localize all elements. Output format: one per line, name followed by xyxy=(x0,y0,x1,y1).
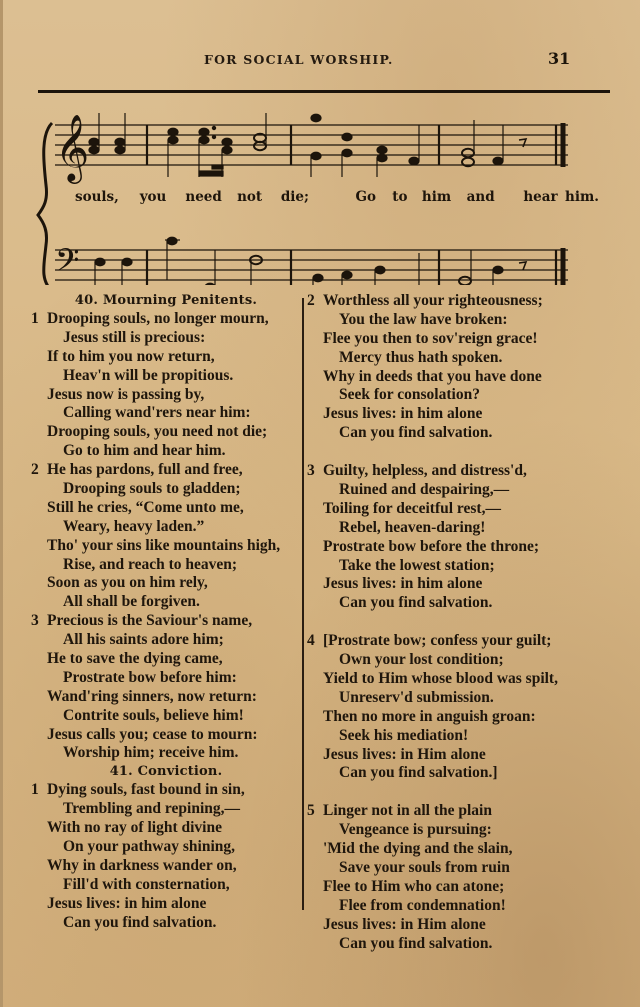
hymn-40-verse-1 xyxy=(31,310,301,461)
verse-line: Worthless all your righteousness; xyxy=(323,292,543,309)
verse-line: He to save the dying came, xyxy=(47,650,223,668)
bass-notes xyxy=(95,237,526,285)
hymn-40-verse-3 xyxy=(31,612,301,763)
verse-line: Flee you then to sov'reign grace! xyxy=(323,329,538,347)
verse-line: Jesus lives: in Him alone xyxy=(323,915,486,933)
verse-line: Jesus lives: in him alone xyxy=(323,575,483,593)
verse-line: Jesus still is precious: xyxy=(63,328,206,346)
verse-spacer xyxy=(307,783,607,802)
verse-number: 1 xyxy=(31,310,39,327)
verse-line: Can you find salvation. xyxy=(63,913,217,931)
verse-line: Unreserv'd submission. xyxy=(339,688,494,706)
verse-number: 2 xyxy=(307,292,315,309)
verse-line: Can you find salvation. xyxy=(339,934,493,952)
verse-line: Can you find salvation.] xyxy=(339,764,498,782)
verse-line: Guilty, helpless, and distress'd, xyxy=(323,462,527,480)
lyric-syllable: Go xyxy=(355,189,377,205)
verse-line: Prostrate bow before the throne; xyxy=(323,537,540,555)
verse-line: Can you find salvation. xyxy=(339,594,493,612)
lyric-syllable: souls, xyxy=(75,189,119,205)
verse-line: Dying souls, fast bound in sin, xyxy=(47,781,245,799)
bass-clef-icon: 𝄢 xyxy=(55,242,80,285)
left-column xyxy=(31,292,301,933)
verse-line: Soon as you on him rely, xyxy=(47,574,208,592)
verse-line: Own your lost condition; xyxy=(339,651,504,669)
verse-line: With no ray of light divine xyxy=(47,819,222,837)
verse-line: Take the lowest station; xyxy=(339,556,495,574)
verse-number: 3 xyxy=(307,462,315,480)
hymn-41-verse-5 xyxy=(307,802,607,953)
right-column xyxy=(307,292,607,954)
verse-line: Worship him; receive him. xyxy=(63,744,239,762)
hymn-title: 41. Conviction. xyxy=(109,764,223,780)
verse-line: Calling wand'rers near him: xyxy=(63,404,251,422)
verse-line: Heav'n will be propitious. xyxy=(63,366,234,384)
verse-line: [Prostrate bow; confess your guilt; xyxy=(323,632,552,650)
verse-line: Linger not in all the plain xyxy=(323,802,492,820)
verse-line: If to him you now return, xyxy=(47,347,215,365)
verse-line: Jesus now is passing by, xyxy=(47,385,205,403)
verse-line: Jesus lives: in him alone xyxy=(323,405,483,423)
hymn-41-verse-1 xyxy=(31,781,301,932)
lyric-syllable: and xyxy=(466,189,495,205)
verse-line: Jesus calls you; cease to mourn: xyxy=(47,725,258,743)
verse-number: 3 xyxy=(31,612,39,630)
hymn-title: 40. Mourning Penitents. xyxy=(74,293,258,308)
verse-line: Contrite souls, believe him! xyxy=(63,706,244,724)
verse-line: Prostrate bow before him: xyxy=(63,668,237,686)
header-rule xyxy=(38,90,610,93)
running-head: FOR SOCIAL WORSHIP. xyxy=(204,52,394,67)
verse-line: Toiling for deceitful rest,— xyxy=(323,499,501,517)
verse-line: Seek his mediation! xyxy=(339,726,469,744)
verse-line: Flee from condemnation! xyxy=(339,896,506,914)
verse-line: Why in deeds that you have done xyxy=(323,367,542,385)
lyric-syllable: him xyxy=(421,189,452,205)
verse-line: Tho' your sins like mountains high, xyxy=(47,536,281,554)
verse-line: You the law have broken: xyxy=(339,310,508,328)
page-number: 31 xyxy=(548,49,571,68)
verse-line: Drooping souls, you need not die; xyxy=(47,423,268,441)
verse-line: Seek for consolation? xyxy=(339,386,480,404)
lyric-syllable: to xyxy=(392,189,408,205)
verse-line: Precious is the Saviour's name, xyxy=(47,612,253,630)
lyric-syllable: him. xyxy=(565,189,599,205)
verse-line: All shall be forgiven. xyxy=(63,593,200,611)
verse-number: 2 xyxy=(31,461,39,479)
lyric-syllable: you xyxy=(139,189,167,205)
verse-spacer xyxy=(307,443,607,462)
hymn-40-verse-2 xyxy=(31,461,301,612)
verse-line: Rise, and reach to heaven; xyxy=(63,555,238,573)
verse-line: Ruined and despairing,— xyxy=(339,481,510,499)
verse-line: Wand'ring sinners, now return: xyxy=(47,687,257,705)
lyric-syllable: need xyxy=(185,189,222,205)
verse-line: Then no more in anguish groan: xyxy=(323,707,536,725)
verse-line: Drooping souls to gladden; xyxy=(63,480,241,498)
verse-number: 1 xyxy=(31,781,39,799)
bass-staff xyxy=(55,250,568,285)
hymn-41-verse-4 xyxy=(307,632,607,783)
lyric-syllable: hear xyxy=(523,189,558,205)
verse-line: Rebel, heaven-daring! xyxy=(339,518,486,536)
verse-line: Weary, heavy laden.” xyxy=(63,517,205,535)
verse-number: 4 xyxy=(307,632,315,650)
hymn-41-verse-3 xyxy=(307,462,607,613)
system-brace xyxy=(38,123,52,285)
verse-line: Drooping souls, no longer mourn, xyxy=(47,310,269,327)
column-divider xyxy=(302,298,304,910)
verse-line: Yield to Him whose blood was spilt, xyxy=(323,670,558,688)
verse-line: Save your souls from ruin xyxy=(339,859,510,877)
score-lyrics xyxy=(75,189,599,205)
treble-clef-icon: 𝄞 xyxy=(55,113,90,181)
verse-line: Mercy thus hath spoken. xyxy=(339,348,503,366)
verse-line: Vengeance is pursuing: xyxy=(339,821,492,839)
lyric-syllable: not xyxy=(237,189,263,205)
verse-line: Trembling and repining,— xyxy=(63,800,241,818)
verse-line: Fill'd with consternation, xyxy=(63,875,230,893)
verse-line: Flee to Him who can atone; xyxy=(323,877,505,895)
verse-line: Jesus lives: in Him alone xyxy=(323,745,486,763)
verse-line: Jesus lives: in him alone xyxy=(47,894,207,912)
verse-line: He has pardons, full and free, xyxy=(47,461,243,479)
verse-line: Go to him and hear him. xyxy=(63,442,226,460)
verse-line: Why in darkness wander on, xyxy=(47,856,237,874)
verse-line: All his saints adore him; xyxy=(63,631,224,649)
verse-line: Still he cries, “Come unto me, xyxy=(47,498,244,516)
verse-line: On your pathway shining, xyxy=(63,838,235,856)
hymn-41-verse-2 xyxy=(307,292,607,443)
verse-number: 5 xyxy=(307,802,315,820)
verse-line: Can you find salvation. xyxy=(339,424,493,442)
lyric-syllable: die; xyxy=(280,189,309,205)
verse-line: 'Mid the dying and the slain, xyxy=(323,840,513,858)
verse-spacer xyxy=(307,613,607,632)
